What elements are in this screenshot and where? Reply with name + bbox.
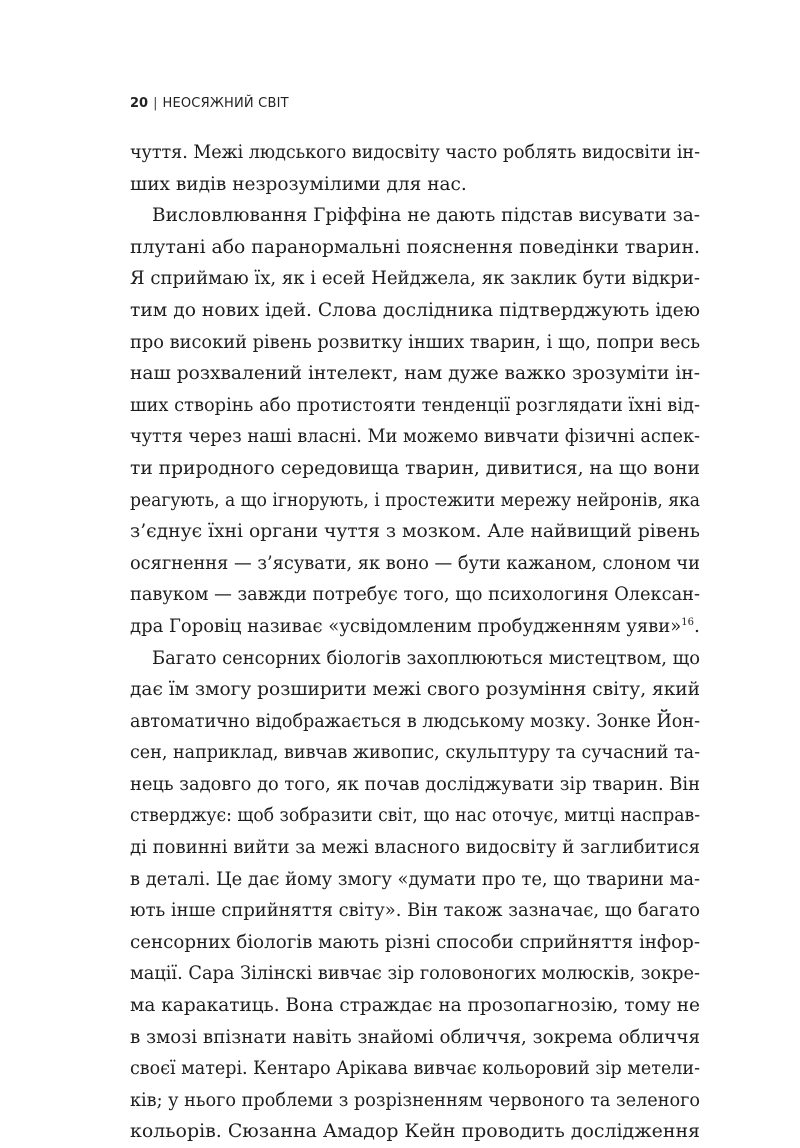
text-line-content: кольорів. Сюзанна Амадор Кейн проводить дослідження	[130, 1121, 700, 1143]
text-line-content: стверджує: щоб зобразити світ, що нас оточує, митці насправ-	[130, 805, 700, 827]
text-line	[130, 832, 700, 864]
text-line-content: в змозі впізнати навіть знайомі обличчя, зокрема обличчя	[130, 1026, 700, 1048]
text-line-content: в деталі. Це дає йому змогу «думати про те, що тварини ма-	[130, 868, 700, 890]
text-line-content: сенсорних біологів мають різні способи сприйняття інфор-	[130, 931, 700, 953]
text-line	[130, 927, 700, 959]
text-line-content: ших видів незрозумілими для нас.	[130, 173, 467, 195]
running-head	[130, 96, 289, 111]
text-line	[130, 1022, 700, 1054]
text-line	[130, 295, 700, 327]
text-line	[130, 706, 700, 738]
text-line-content: автоматично відображається в людському мозку. Зонке Йон-	[130, 710, 700, 732]
text-line	[130, 674, 700, 706]
text-line	[130, 643, 700, 675]
text-line	[130, 453, 700, 485]
text-line-content: про високий рівень розвитку інших тварин, і що, попри весь	[130, 331, 700, 353]
text-line	[130, 390, 700, 422]
text-line	[130, 769, 700, 801]
text-line-content: ків; у нього проблеми з розрізненням червоного та зеленого	[130, 1089, 700, 1111]
text-line-content: мації. Сара Зілінскі вивчає зір головоногих молюсків, зокре-	[130, 963, 700, 985]
text-line	[130, 864, 700, 896]
text-line-content: наш розхвалений інтелект, нам дуже важко зрозуміти ін-	[130, 363, 700, 385]
text-line-content: ма каракатиць. Вона страждає на прозопагнозію, тому не	[130, 995, 700, 1017]
text-line-content: реагують, а що ігнорують, і простежити мережу нейронів, яка	[130, 489, 700, 511]
text-line	[130, 990, 700, 1022]
text-line	[130, 895, 700, 927]
text-line-content: Висловлювання Гріффіна не дають підстав висувати за-	[152, 205, 700, 227]
text-line	[130, 169, 700, 201]
text-line	[130, 1116, 700, 1148]
text-line-content: дає їм змогу розширити межі свого розуміння світу, який	[130, 679, 700, 701]
page-number: 20	[130, 96, 149, 111]
text-line-content: Багато сенсорних біологів захоплюються мистецтвом, що	[152, 647, 700, 669]
text-line-content: чуття через наші власні. Ми можемо вивчати фізичні аспек-	[130, 426, 700, 448]
text-line-content: ти природного середовища тварин, дивитися, на що вони	[130, 457, 700, 479]
text-line	[130, 263, 700, 295]
text-line-content: дра Горовіц називає «усвідомленим пробудженням уяви»	[130, 615, 682, 637]
text-line	[130, 485, 700, 517]
text-line-content: ють інше сприйняття світу». Він також зазначає, що багато	[130, 900, 700, 922]
text-line	[130, 579, 700, 611]
text-line-content: тим до нових ідей. Слова дослідника підтверджують ідею	[130, 299, 700, 321]
text-line	[130, 421, 700, 453]
text-line	[130, 232, 700, 264]
text-line	[130, 737, 700, 769]
text-line	[130, 958, 700, 990]
text-line	[130, 1053, 700, 1085]
text-line-content: павуком — завжди потребує того, що психологиня Олексан-	[130, 584, 700, 606]
text-line-content: своєї матері. Кентаро Арікава вивчає кольоровий зір метели-	[130, 1058, 700, 1080]
footnote-marker: 16	[681, 616, 694, 628]
text-line-content: чуття. Межі людського видосвіту часто роблять видосвіти ін-	[130, 142, 700, 163]
text-line-content: сен, наприклад, вивчав живопис, скульптуру та сучасний та-	[130, 742, 700, 764]
text-line-content: ді повинні вийти за межі власного видосвіту й заглибитися	[130, 837, 700, 859]
text-line	[130, 1085, 700, 1117]
text-line-content: Я сприймаю їх, як і есей Нейджела, як заклик бути відкри-	[130, 268, 700, 290]
header-separator: |	[153, 96, 158, 111]
text-line	[130, 800, 700, 832]
text-line-content: плутані або паранормальні пояснення поведінки тварин.	[130, 236, 700, 258]
text-line	[130, 327, 700, 359]
text-line	[130, 200, 700, 232]
body-text	[130, 137, 700, 1148]
text-line-content: з’єднує їхні органи чуття з мозком. Але найвищий рівень	[130, 521, 700, 543]
text-line: дра Горовіц називає «усвідомленим пробудженням уяви»$^{16}$.	[130, 611, 700, 643]
text-line	[130, 548, 700, 580]
text-line-content: нець задовго до того, як почав досліджувати зір тварин. Він	[130, 773, 700, 795]
text-line-content: ших створінь або протистояти тенденції розглядати їхні від-	[130, 394, 700, 416]
text-line	[130, 358, 700, 390]
book-title: НЕОСЯЖНИЙ СВІТ	[162, 96, 289, 111]
text-line	[130, 137, 700, 169]
text-line-content: осягнення — з’ясувати, як воно — бути кажаном, слоном чи	[130, 552, 700, 574]
text-line	[130, 516, 700, 548]
